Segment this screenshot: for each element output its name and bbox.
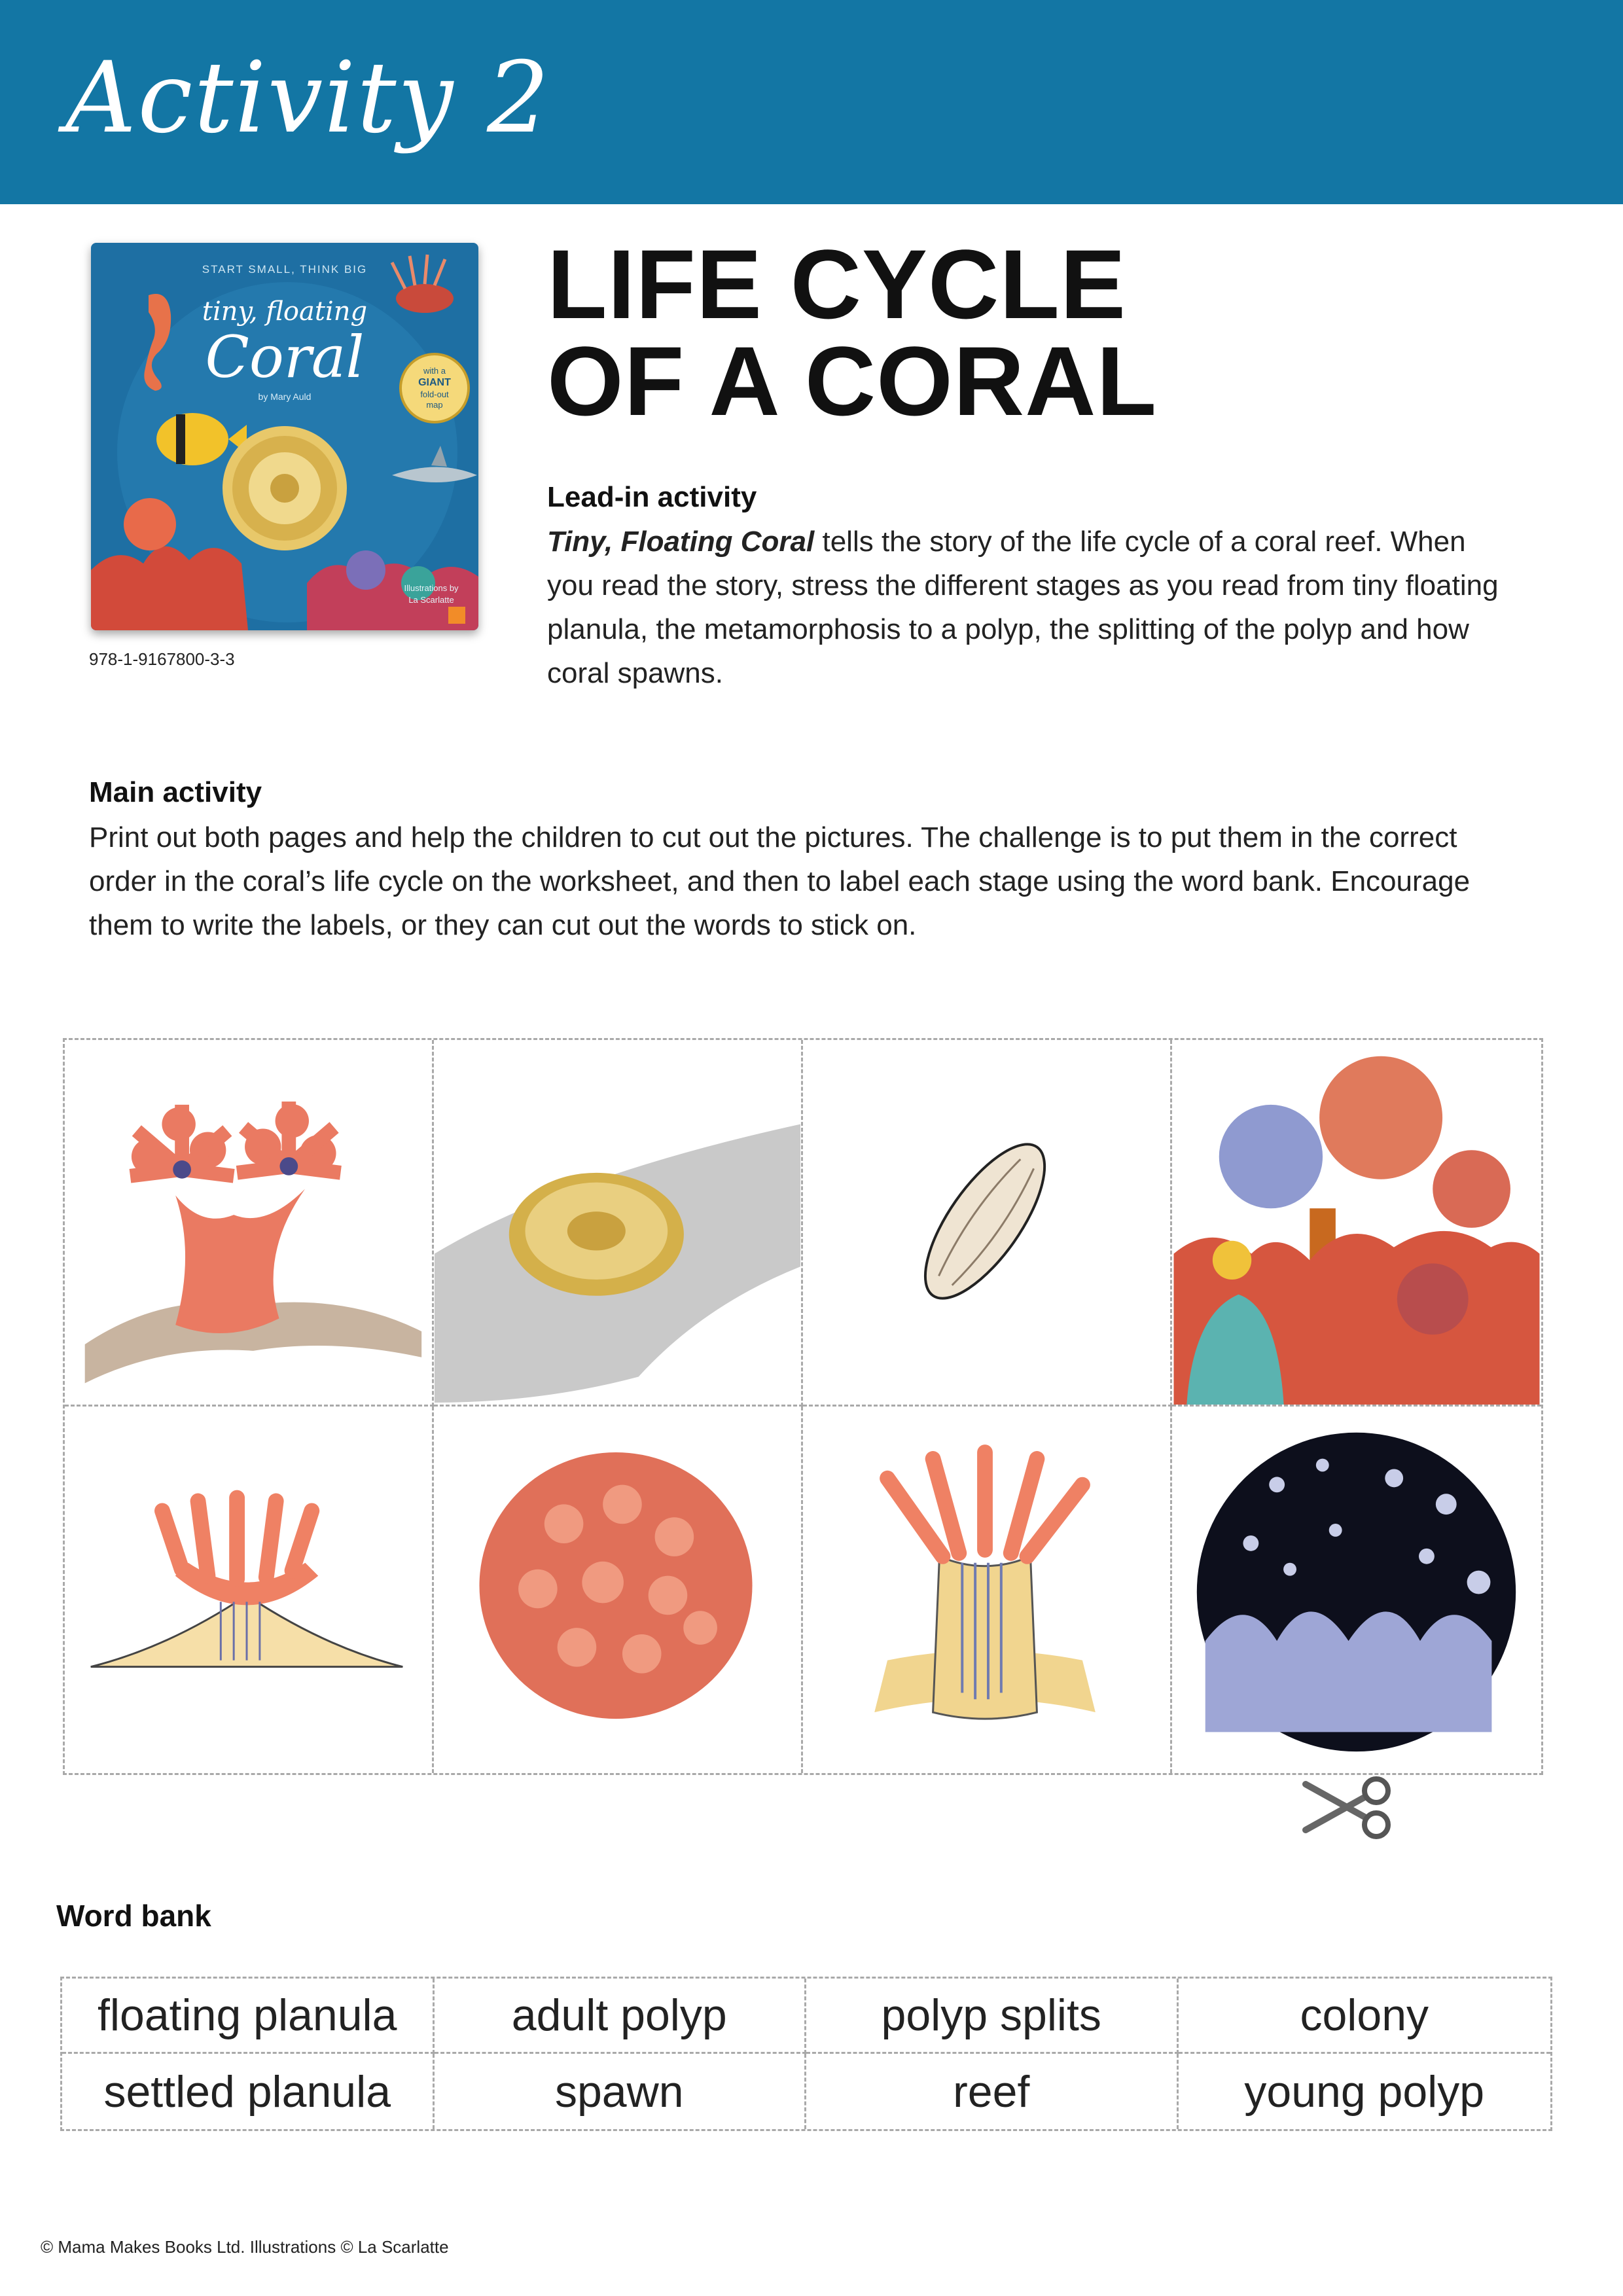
word-card[interactable]: polyp splits bbox=[806, 1979, 1179, 2054]
cover-series: START SMALL, THINK BIG bbox=[202, 263, 368, 276]
main-activity-text: Print out both pages and help the children to cut out the pictures. The challenge is to put them in the correct order in the coral’s life cycle on the worksheet, and then to label each stage using the word bank. Encourage them to write the labels, or they can cut out the words to stick on. bbox=[89, 821, 1471, 941]
svg-text:GIANT: GIANT bbox=[418, 377, 451, 388]
activity-label: Activity 2 bbox=[65, 41, 551, 155]
young-polyp-illustration bbox=[65, 1407, 432, 1773]
badge-icon bbox=[401, 354, 469, 422]
page-title bbox=[547, 229, 1158, 436]
cutout-card[interactable] bbox=[434, 1040, 803, 1407]
book-name: Tiny, Floating Coral bbox=[547, 526, 815, 558]
activity-banner bbox=[0, 0, 1623, 204]
page-title-line2: OF A CORAL bbox=[547, 326, 1158, 436]
word-bank bbox=[60, 1977, 1552, 2131]
polyp-splitting-illustration bbox=[65, 1040, 432, 1405]
word-card[interactable]: spawn bbox=[435, 2054, 807, 2129]
cover-title-line2: Coral bbox=[205, 323, 365, 391]
lead-in-text bbox=[547, 520, 1509, 695]
floating-planula-illustration bbox=[803, 1040, 1170, 1405]
word-bank-heading: Word bank bbox=[56, 1899, 211, 1933]
cover-illustrator-line1: Illustrations by bbox=[404, 583, 459, 593]
cutout-card[interactable] bbox=[65, 1040, 434, 1407]
reef-illustration bbox=[1172, 1040, 1541, 1405]
cover-title-line1: tiny, floating bbox=[202, 296, 368, 327]
cutout-card[interactable] bbox=[803, 1040, 1172, 1407]
adult-polyp-illustration bbox=[803, 1407, 1170, 1773]
copyright-footer: © Mama Makes Books Ltd. Illustrations © La Scarlatte bbox=[41, 2237, 449, 2257]
cover-illustrator-line2: La Scarlatte bbox=[408, 595, 454, 605]
word-card[interactable]: reef bbox=[806, 2054, 1179, 2129]
svg-text:map: map bbox=[426, 400, 443, 410]
lead-in-heading: Lead-in activity bbox=[547, 481, 757, 513]
word-card[interactable]: young polyp bbox=[1244, 2066, 1485, 2117]
scissors-icon bbox=[1299, 1771, 1397, 1843]
word-card[interactable]: colony bbox=[1179, 1979, 1551, 2054]
lead-in-body: tells the story of the life cycle of a coral reef. When you read the story, stress the different stages as you read from tiny floating planula, the metamorphosis to a polyp, the splitting of the polyp and how coral spawns. bbox=[547, 526, 1499, 689]
publisher-logo-icon bbox=[448, 607, 465, 624]
word-card[interactable]: adult polyp bbox=[435, 1979, 807, 2054]
main-activity-heading: Main activity bbox=[89, 776, 262, 808]
cutout-card[interactable] bbox=[1172, 1407, 1541, 1773]
spawn-illustration bbox=[1172, 1407, 1541, 1773]
book-cover bbox=[91, 243, 478, 630]
cutout-card[interactable] bbox=[1172, 1040, 1541, 1407]
cutout-card[interactable] bbox=[65, 1407, 434, 1773]
cutout-card[interactable] bbox=[803, 1407, 1172, 1773]
word-card[interactable]: floating planula bbox=[62, 1979, 435, 2054]
word-card[interactable]: settled planula bbox=[62, 2054, 435, 2129]
coral-disc-icon bbox=[223, 426, 347, 550]
cover-author: by Mary Auld bbox=[258, 391, 312, 402]
isbn: 978-1-9167800-3-3 bbox=[89, 649, 235, 669]
cutout-grid bbox=[63, 1038, 1543, 1775]
colony-illustration bbox=[434, 1407, 801, 1773]
page-title-line1: LIFE CYCLE bbox=[547, 229, 1127, 339]
svg-text:with a: with a bbox=[423, 366, 446, 376]
settled-planula-illustration bbox=[434, 1040, 801, 1405]
cutout-card[interactable] bbox=[434, 1407, 803, 1773]
svg-text:fold-out: fold-out bbox=[420, 389, 449, 399]
